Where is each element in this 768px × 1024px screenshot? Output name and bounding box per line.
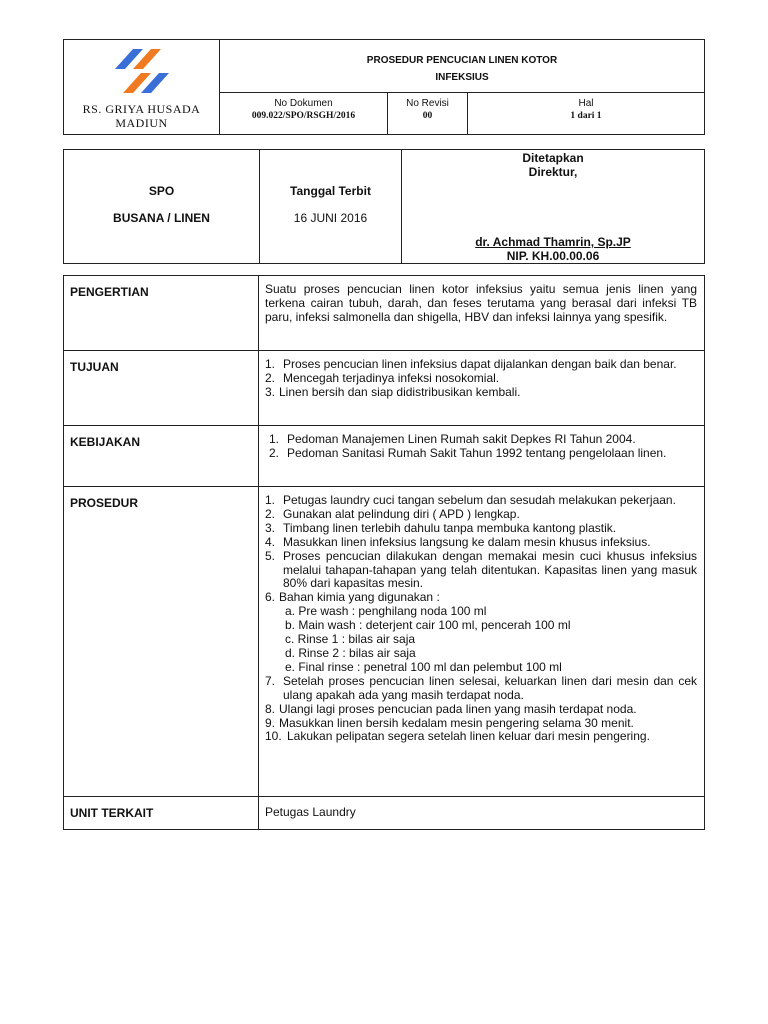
procedure-table bbox=[63, 275, 705, 830]
approver-title: Direktur, bbox=[528, 165, 578, 179]
list-item: 1. Petugas laundry cuci tangan sebelum dan sesudah melakukan pekerjaan. bbox=[265, 493, 676, 507]
list-item: 5. Proses pencucian dilakukan dengan memakai mesin cuci khusus infeksius melalui tahapan-tahapan yang telah ditentukan. Kapasitas linen yang masuk 80% dari kapasitas mesin. bbox=[265, 548, 697, 591]
list-item: 9. Masukkan linen bersih kedalam mesin pengering selama 30 menit. bbox=[265, 715, 634, 730]
list-item: 2. Mencegah terjadinya infeksi nosokomial. bbox=[265, 370, 500, 385]
document-title-line2: INFEKSIUS bbox=[435, 72, 489, 83]
issue-cell bbox=[260, 150, 402, 264]
approver-name: dr. Achmad Thamrin, Sp.JP bbox=[475, 235, 631, 249]
document-info bbox=[63, 149, 705, 264]
list-item: 1. Pedoman Manajemen Linen Rumah sakit Depkes RI Tahun 2004. bbox=[269, 432, 636, 446]
issue-date: 16 JUNI 2016 bbox=[293, 211, 368, 225]
kebijakan-list bbox=[259, 426, 705, 487]
revision-cell bbox=[388, 92, 468, 134]
unit-text: Petugas Laundry bbox=[259, 797, 705, 830]
revision-value: 00 bbox=[422, 110, 433, 121]
list-item: 7. Setelah proses pencucian linen selesai, keluarkan linen dari mesin dan cek ulang apakah ada yang masih terdapat noda. bbox=[265, 673, 697, 702]
list-item: 1. Proses pencucian linen infeksius dapat dijalankan dengan baik dan benar. bbox=[265, 357, 677, 371]
category-label: BUSANA / LINEN bbox=[113, 211, 210, 225]
chemical-item: d. Rinse 2 : bilas air saja bbox=[285, 645, 416, 660]
doc-number-cell bbox=[220, 92, 388, 134]
prosedur-list bbox=[259, 487, 705, 797]
document-header bbox=[63, 39, 705, 135]
section-prosedur bbox=[64, 487, 705, 797]
approver-nip: NIP. KH.00.00.06 bbox=[506, 249, 600, 263]
chemical-item: a. Pre wash : penghilang noda 100 ml bbox=[285, 604, 487, 619]
section-kebijakan bbox=[64, 426, 705, 487]
page-cell bbox=[468, 92, 705, 134]
chemical-item: b. Main wash : deterjent cair 100 ml, pencerah 100 ml bbox=[285, 618, 571, 633]
page-value: 1 dari 1 bbox=[570, 110, 602, 121]
page-label: Hal bbox=[578, 97, 594, 109]
list-item: 3. Timbang linen terlebih dahulu tanpa membuka kantong plastik. bbox=[265, 520, 617, 535]
section-label: KEBIJAKAN bbox=[64, 426, 259, 487]
logo-cell bbox=[64, 40, 220, 135]
spo-label: SPO bbox=[148, 184, 175, 198]
chemical-list bbox=[265, 605, 697, 675]
section-label: TUJUAN bbox=[64, 351, 259, 426]
list-item: 2. Pedoman Sanitasi Rumah Sakit Tahun 1992 tentang pengelolaan linen. bbox=[269, 445, 667, 460]
hospital-name-line1: RS. GRIYA HUSADA bbox=[82, 102, 201, 116]
list-item: 8. Ulangi lagi proses pencucian pada linen yang masih terdapat noda. bbox=[265, 701, 637, 716]
spo-cell bbox=[64, 150, 260, 264]
doc-number-value: 009.022/SPO/RSGH/2016 bbox=[251, 110, 356, 121]
hospital-name bbox=[64, 102, 219, 134]
document-title-line1: PROSEDUR PENCUCIAN LINEN KOTOR bbox=[366, 55, 558, 66]
hospital-logo-icon bbox=[115, 47, 169, 95]
section-label: PROSEDUR bbox=[64, 487, 259, 797]
revision-label: No Revisi bbox=[406, 97, 449, 109]
list-item: 2. Gunakan alat pelindung diri ( APD ) lengkap. bbox=[265, 506, 520, 521]
section-label: PENGERTIAN bbox=[64, 276, 259, 351]
issue-date-label: Tanggal Terbit bbox=[290, 184, 371, 198]
section-unit-terkait bbox=[64, 797, 705, 830]
document-title bbox=[220, 40, 705, 93]
hospital-name-line2: MADIUN bbox=[115, 116, 168, 130]
doc-number-label: No Dokumen bbox=[274, 97, 333, 109]
list-item: 6. Bahan kimia yang digunakan : a. Pre wash : penghilang noda 100 ml b. Main wash : deterjent cair 100 ml, pencerah 100 ml c. Rinse 1 : bilas air saja d. Rinse 2 : bilas air saja e. Final rinse : penetral 100 ml dan pelembut 100 ml bbox=[265, 591, 697, 674]
approved-label: Ditetapkan bbox=[522, 151, 584, 165]
pengertian-text: Suatu proses pencucian linen kotor infeksius yaitu semua jenis linen yang terkena cairan tubuh, darah, dan feses terutama yang berasal dari infeksi TB paru, infeksi salmonella dan shigella, HBV dan infeksi lainnya yang spesifik. bbox=[259, 276, 705, 351]
section-label: UNIT TERKAIT bbox=[64, 797, 259, 830]
chemical-item: e. Final rinse : penetral 100 ml dan pelembut 100 ml bbox=[285, 659, 562, 674]
list-item: 3. Linen bersih dan siap didistribusikan kembali. bbox=[265, 384, 521, 399]
section-tujuan bbox=[64, 351, 705, 426]
list-item: 10. Lakukan pelipatan segera setelah linen keluar dari mesin pengering. bbox=[265, 729, 650, 744]
approval-cell bbox=[402, 150, 705, 264]
list-item: 4. Masukkan linen infeksius langsung ke dalam mesin khusus infeksius. bbox=[265, 534, 651, 549]
tujuan-list bbox=[259, 351, 705, 426]
chemical-item: c. Rinse 1 : bilas air saja bbox=[285, 632, 416, 647]
section-pengertian bbox=[64, 276, 705, 351]
